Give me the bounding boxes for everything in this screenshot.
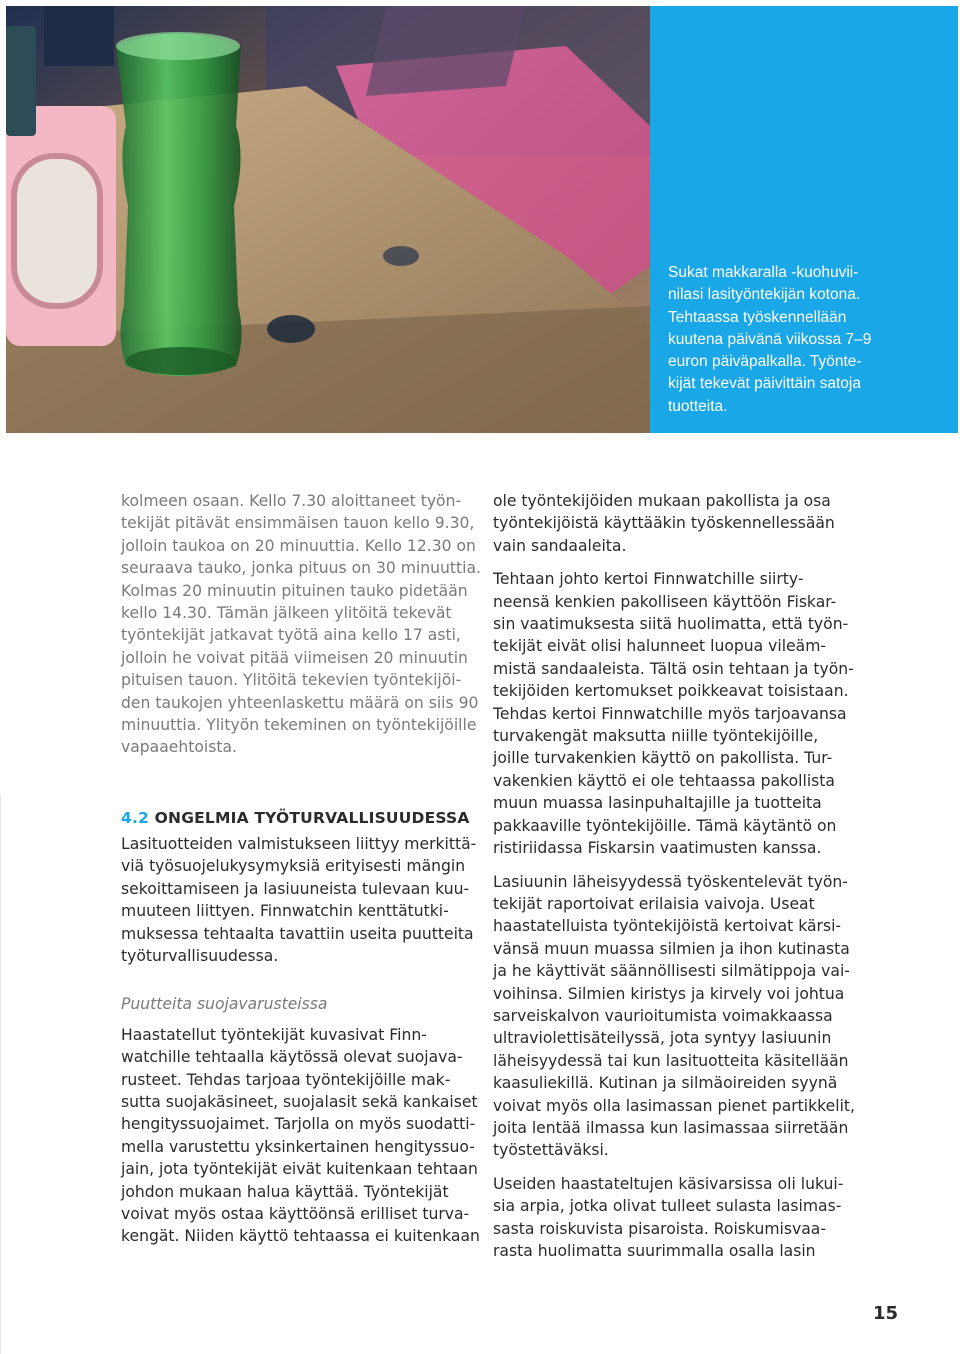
text-line: ultraviolettisäteilyssä, jota syntyy lasiuunin <box>493 1029 832 1048</box>
caption-line: kuutena päivänä viikossa 7–9 <box>668 330 872 348</box>
paragraph-eye-symptoms <box>493 871 853 1162</box>
text-line: kaasuliekillä. Kutinan ja silmäoireiden syynä <box>493 1074 838 1093</box>
text-line: muun muassa lasinpuhaltajille ja tuotteita <box>493 794 822 813</box>
text-line: tekijät raportoivat erilaisia vaivoja. Useat <box>493 894 815 913</box>
text-line: mella varustettu yksinkertainen hengityssuo- <box>121 1137 475 1156</box>
right-column <box>493 490 853 1262</box>
text-line: rasta huolimatta suurimmalla osalla lasin <box>493 1242 816 1260</box>
paragraph-scars <box>493 1173 853 1263</box>
margin-rule <box>0 795 1 1354</box>
text-line: Useiden haastateltujen käsivarsissa oli lukui- <box>493 1174 844 1193</box>
subheading: Puutteita suojavarusteissa <box>121 995 328 1014</box>
text-line: viä työsuojelukysymyksiä erityisesti mängin <box>121 857 466 876</box>
text-line: sasta roiskuvista pisaroista. Roiskumisvaa- <box>493 1219 826 1238</box>
text-line: jolloin he voivat pitää viimeisen 20 minuutin <box>121 648 468 667</box>
text-line: kolmeen osaan. Kello 7.30 aloittaneet työn- <box>121 492 462 510</box>
text-line: vakenkien käyttö ei ole tehtaassa pakollista <box>493 771 835 790</box>
text-line: voihinsa. Silmien kiristys ja kirvely voi johtua <box>493 984 845 1003</box>
page-number: 15 <box>872 1303 898 1324</box>
text-line: sutta suojakäsineet, suojalasit sekä kankaiset <box>121 1092 478 1111</box>
caption-line: Tehtaassa työskennellään <box>668 308 847 326</box>
photo-glass-on-table <box>6 6 650 433</box>
photo-caption-box <box>650 6 958 433</box>
text-line: ristiriidassa Fiskarsin vaatimusten kanssa. <box>493 839 822 858</box>
photo-illustration <box>6 6 650 433</box>
text-line: työntekijät jatkavat työtä aina kello 17 asti, <box>121 626 461 645</box>
paragraph-intro <box>121 833 481 967</box>
text-line: pituisen tauon. Ylitöitä tekevien työntekijöi- <box>121 671 462 690</box>
text-line: haastatelluista työntekijöistä kertoivat kärsi- <box>493 917 842 936</box>
text-line: watchille tehtaalla käytössä olevat suojava- <box>121 1048 463 1067</box>
text-line: sia arpia, jotka olivat tulleet sulasta lasimas- <box>493 1197 842 1216</box>
text-line: tekijät eivät olisi halunneet luopua vileäm- <box>493 637 827 656</box>
photo-caption <box>668 262 938 418</box>
text-line: neensä kenkien pakolliseen käyttöön Fiskar- <box>493 592 837 611</box>
caption-line: euron päiväpalkalla. Työnte- <box>668 353 862 371</box>
text-line: tekijät pitävät ensimmäisen tauon kello 9.30, <box>121 514 475 533</box>
text-line: Haastatellut työntekijät kuvasivat Finn- <box>121 1025 427 1044</box>
text-line: sin vaatimuksesta siitä huolimatta, että työn- <box>493 615 849 634</box>
text-line: hengityssuojaimet. Tarjolla on myös suodatti- <box>121 1115 476 1134</box>
text-line: rusteet. Tehdas tarjoaa työntekijöille mak- <box>121 1070 451 1089</box>
text-line: Tehdas kertoi Finnwatchille myös tarjoavansa <box>493 704 847 723</box>
left-column <box>121 490 481 1248</box>
text-line: joille turvakenkien käyttö on pakollista. Tur- <box>493 749 833 768</box>
text-line: sarveiskalvon vaurioitumista voimakkaassa <box>493 1006 833 1025</box>
text-line: johdon mukaan halua käyttää. Työntekijät <box>121 1182 449 1201</box>
text-line: läheisyydessä tai kun lasituotteita käsitellään <box>493 1051 849 1070</box>
text-line: Lasituotteiden valmistukseen liittyy merkittä- <box>121 834 477 853</box>
text-line: vain sandaaleita. <box>493 536 627 555</box>
section-number: 4.2 <box>121 808 150 827</box>
paragraph-protective-gear <box>121 1024 481 1248</box>
text-line: Lasiuunin läheisyydessä työskentelevät työn- <box>493 872 848 891</box>
text-line: muksessa tehtaalta tavattiin useita puutteita <box>121 924 474 943</box>
text-line: vapaaehtoista. <box>121 738 238 757</box>
text-line: työntekijöistä käyttääkin työskennellessään <box>493 514 835 533</box>
text-line: kengät. Niiden käyttö tehtaassa ei kuitenkaan <box>121 1227 480 1246</box>
section-heading <box>121 807 481 829</box>
text-line: seuraava tauko, jonka pituus on 30 minuuttia. <box>121 559 481 578</box>
text-line: ole työntekijöiden mukaan pakollista ja osa <box>493 492 831 510</box>
text-line: työstettäväksi. <box>493 1141 609 1160</box>
caption-line: kijät tekevät päivittäin satoja <box>668 375 861 393</box>
text-line: jain, jota työntekijät eivät kuitenkaan tehtaan <box>121 1160 478 1179</box>
text-line: vänsä muun muassa silmien ja ihon kutinasta <box>493 939 850 958</box>
paragraph-break-schedule <box>121 490 481 759</box>
text-line: sekoittamiseen ja lasiuuneista tulevaan kuu- <box>121 879 470 898</box>
text-line: mistä sandaaleista. Tältä osin tehtaan ja työn- <box>493 659 854 678</box>
text-line: voivat myös ostaa käyttöönsä erilliset turva- <box>121 1204 470 1223</box>
caption-line: tuotteita. <box>668 397 728 415</box>
text-line: Tehtaan johto kertoi Finnwatchille siirty- <box>493 570 804 589</box>
text-line: voivat myös olla lasimassan pienet partikkelit, <box>493 1096 855 1115</box>
caption-line: Sukat makkaralla -kuohuvii- <box>668 264 859 281</box>
text-line: den taukojen yhteenlaskettu määrä on siis 90 <box>121 693 479 712</box>
section-title: ONGELMIA TYÖTURVALLISUUDESSA <box>154 808 470 827</box>
text-line: jolloin taukoa on 20 minuuttia. Kello 12.30 on <box>121 536 476 555</box>
caption-line: nilasi lasityöntekijän kotona. <box>668 286 861 304</box>
text-line: Kolmas 20 minuutin pituinen tauko pidetään <box>121 581 468 600</box>
text-line: tekijöiden kertomukset poikkeavat toisistaan. <box>493 682 849 701</box>
text-line: kello 14.30. Tämän jälkeen ylitöitä tekevät <box>121 604 452 623</box>
paragraph-safety-shoes <box>493 568 853 859</box>
text-line: minuuttia. Ylityön tekeminen on työntekijöille <box>121 716 477 735</box>
text-line: ja he käyttivät säännöllisesti silmätippoja vai- <box>493 962 850 981</box>
text-line: joita lentää ilmassa kun lasimassaa siirretään <box>493 1118 849 1137</box>
paragraph-sandals <box>493 490 853 557</box>
text-line: muuteen liittyen. Finnwatchin kenttätutki- <box>121 902 449 921</box>
text-line: työturvallisuudessa. <box>121 946 279 965</box>
text-line: turvakengät maksutta niille työntekijöille, <box>493 727 819 746</box>
text-line: pakkaaville työntekijöille. Tämä käytäntö on <box>493 816 837 835</box>
